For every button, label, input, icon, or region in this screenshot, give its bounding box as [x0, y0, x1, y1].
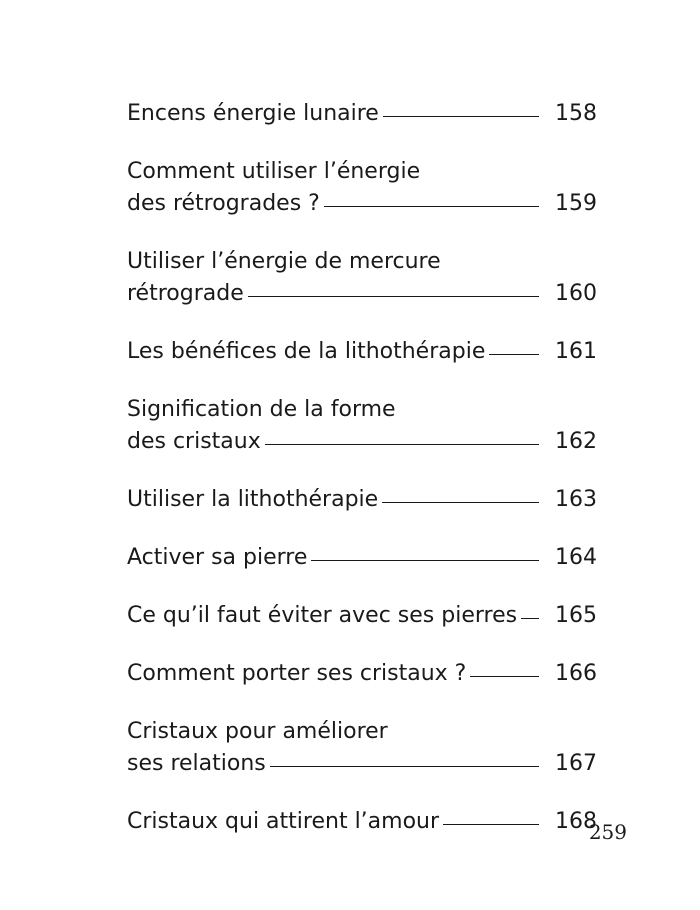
toc-entry-line	[127, 336, 597, 368]
toc-page-number: 159	[555, 191, 597, 216]
toc-entry-title: des rétrogrades ?	[127, 191, 320, 216]
toc-entry-line	[127, 806, 597, 838]
toc-entry-line	[127, 188, 597, 220]
dot-leader	[270, 766, 539, 767]
toc-page-number: 166	[555, 661, 597, 686]
toc-entry[interactable]	[127, 98, 597, 130]
toc-page-number: 163	[555, 487, 597, 512]
toc-page-number: 160	[555, 281, 597, 306]
toc-entry[interactable]	[127, 716, 597, 780]
toc-entry-line	[127, 542, 597, 574]
toc-entry-title-line1: Cristaux pour améliorer	[127, 719, 388, 744]
dot-leader	[383, 116, 539, 117]
toc-entry[interactable]	[127, 394, 597, 458]
page-folio-number: 259	[588, 820, 627, 844]
dot-leader	[248, 296, 539, 297]
toc-entry[interactable]	[127, 246, 597, 310]
toc-page-number: 161	[555, 339, 597, 364]
toc-entry-title: Cristaux qui attirent l’amour	[127, 809, 440, 834]
toc-entry-title: rétrograde	[127, 281, 244, 306]
toc-entry-line	[127, 484, 597, 516]
dot-leader	[324, 206, 539, 207]
toc-entry-title-line1: Utiliser l’énergie de mercure	[127, 249, 441, 274]
toc-entry[interactable]	[127, 484, 597, 516]
toc-entry-title: Les bénéfices de la lithothérapie	[127, 339, 486, 364]
toc-entry-title: ses relations	[127, 751, 266, 776]
dot-leader	[521, 618, 539, 619]
toc-page-number: 158	[555, 101, 597, 126]
dot-leader	[489, 354, 539, 355]
toc-entry-title: Comment porter ses cristaux ?	[127, 661, 467, 686]
toc-entry-title: Ce qu’il faut éviter avec ses pierres	[127, 603, 518, 628]
toc-entry-line	[127, 658, 597, 690]
toc-entry[interactable]	[127, 336, 597, 368]
toc-entry[interactable]	[127, 806, 597, 838]
dot-leader	[311, 560, 539, 561]
toc-page-number: 162	[555, 429, 597, 454]
toc-entry-title-line1: Signification de la forme	[127, 397, 396, 422]
toc-entry[interactable]	[127, 600, 597, 632]
toc-entry-title: Encens énergie lunaire	[127, 101, 379, 126]
dot-leader	[443, 824, 539, 825]
toc-page-number: 164	[555, 545, 597, 570]
dot-leader	[470, 676, 539, 677]
toc-entry-line	[127, 98, 597, 130]
dot-leader	[382, 502, 539, 503]
toc-entry-title: Activer sa pierre	[127, 545, 308, 570]
toc-entry-line	[127, 426, 597, 458]
toc-entry-line	[127, 748, 597, 780]
toc-entry-line	[127, 278, 597, 310]
toc-entry-title-line1: Comment utiliser l’énergie	[127, 159, 421, 184]
table-of-contents	[127, 98, 597, 864]
toc-page-number: 167	[555, 751, 597, 776]
toc-entry[interactable]	[127, 156, 597, 220]
toc-entry[interactable]	[127, 658, 597, 690]
toc-entry-title: Utiliser la lithothérapie	[127, 487, 379, 512]
dot-leader	[265, 444, 539, 445]
toc-page-number: 165	[555, 603, 597, 628]
toc-page-number: 168	[555, 809, 597, 834]
toc-entry[interactable]	[127, 542, 597, 574]
toc-entry-line	[127, 600, 597, 632]
toc-entry-title: des cristaux	[127, 429, 261, 454]
